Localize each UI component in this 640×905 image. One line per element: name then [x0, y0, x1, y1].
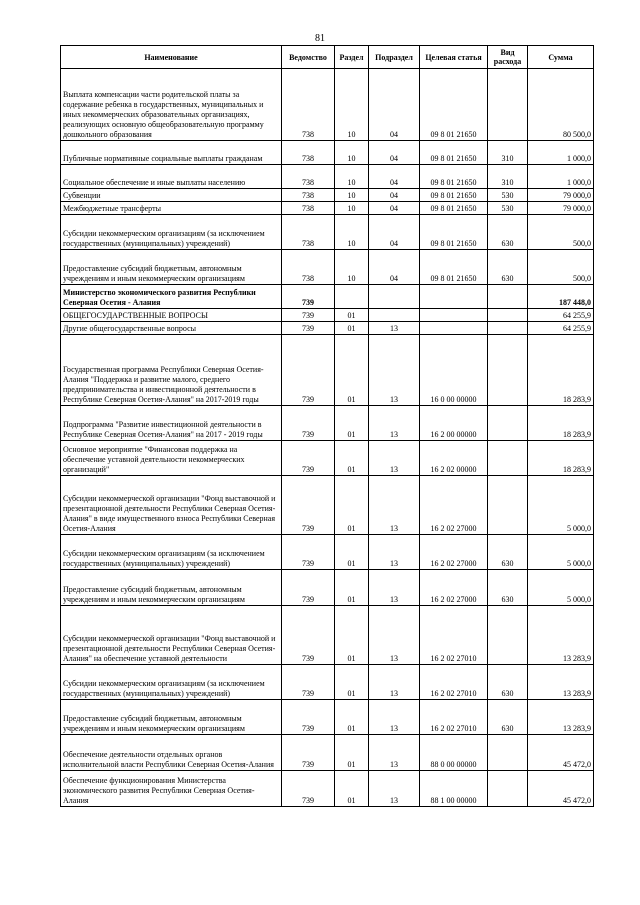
cell-department: 739: [282, 322, 335, 335]
cell-name: Основное мероприятие "Финансовая поддержка на обеспечение уставной деятельности некоммерческих организаций": [61, 441, 282, 476]
cell-department: 738: [282, 202, 335, 215]
table-row: [61, 735, 594, 771]
cell-target-article: 16 2 00 00000: [420, 406, 488, 441]
cell-target-article: 09 8 01 21650: [420, 202, 488, 215]
cell-name: Подпрограмма "Развитие инвестиционной деятельности в Республике Северная Осетия-Алания" на 2017 - 2019 годы: [61, 406, 282, 441]
table-row: [61, 665, 594, 700]
cell-name: Социальное обеспечение и иные выплаты населению: [61, 165, 282, 189]
cell-target-article: 88 0 00 00000: [420, 735, 488, 771]
cell-subsection: 04: [369, 165, 420, 189]
cell-department: 739: [282, 771, 335, 807]
cell-expense-type: [488, 771, 528, 807]
cell-sum: 64 255,9: [528, 322, 594, 335]
cell-subsection: 13: [369, 771, 420, 807]
cell-subsection: 04: [369, 141, 420, 165]
cell-section: 01: [335, 476, 369, 535]
cell-name: Другие общегосударственные вопросы: [61, 322, 282, 335]
cell-section: 01: [335, 309, 369, 322]
cell-department: 739: [282, 606, 335, 665]
cell-name: Субсидии некоммерческой организации "Фонд выставочной и презентационной деятельности Республики Северная Осетия-Алания" на обеспечение уставной деятельности: [61, 606, 282, 665]
cell-section: 10: [335, 202, 369, 215]
cell-sum: 13 283,9: [528, 606, 594, 665]
cell-target-article: 16 2 02 00000: [420, 441, 488, 476]
cell-target-article: 09 8 01 21650: [420, 69, 488, 141]
table-row: [61, 165, 594, 189]
cell-name: Межбюджетные трансферты: [61, 202, 282, 215]
cell-sum: 5 000,0: [528, 570, 594, 606]
cell-department: 739: [282, 285, 335, 309]
cell-department: 738: [282, 215, 335, 250]
table-row: [61, 476, 594, 535]
cell-section: 01: [335, 406, 369, 441]
table-row: [61, 141, 594, 165]
col-header-section: Раздел: [335, 46, 369, 69]
cell-department: 738: [282, 69, 335, 141]
cell-subsection: 13: [369, 476, 420, 535]
cell-sum: 80 500,0: [528, 69, 594, 141]
cell-subsection: 13: [369, 441, 420, 476]
cell-section: 10: [335, 215, 369, 250]
cell-section: 10: [335, 141, 369, 165]
cell-name: Выплата компенсации части родительской платы за содержание ребенка в государственных, муниципальных и иных некоммерческих образовательных организациях, реализующих основную общеобразовательную программу дошкольного образования: [61, 69, 282, 141]
cell-target-article: 16 2 02 27000: [420, 535, 488, 570]
cell-sum: 1 000,0: [528, 165, 594, 189]
cell-department: 739: [282, 665, 335, 700]
cell-department: 739: [282, 335, 335, 406]
table-row: [61, 309, 594, 322]
cell-section: 01: [335, 700, 369, 735]
cell-expense-type: 530: [488, 189, 528, 202]
cell-subsection: 04: [369, 189, 420, 202]
table-row: [61, 535, 594, 570]
table-row: [61, 322, 594, 335]
cell-expense-type: [488, 322, 528, 335]
cell-department: 739: [282, 309, 335, 322]
cell-department: 739: [282, 535, 335, 570]
table-row: [61, 570, 594, 606]
cell-expense-type: [488, 309, 528, 322]
cell-expense-type: [488, 335, 528, 406]
col-header-sum: Сумма: [528, 46, 594, 69]
cell-expense-type: 310: [488, 141, 528, 165]
budget-table: [60, 45, 594, 807]
cell-subsection: 13: [369, 406, 420, 441]
table-row: [61, 441, 594, 476]
cell-target-article: [420, 322, 488, 335]
cell-subsection: 13: [369, 535, 420, 570]
cell-expense-type: [488, 441, 528, 476]
cell-target-article: [420, 309, 488, 322]
cell-name: Субсидии некоммерческим организациям (за исключением государственных (муниципальных) учреждений): [61, 665, 282, 700]
cell-section: 01: [335, 441, 369, 476]
cell-target-article: 16 2 02 27000: [420, 570, 488, 606]
table-row: [61, 285, 594, 309]
cell-section: 01: [335, 665, 369, 700]
cell-expense-type: 530: [488, 202, 528, 215]
cell-name: Предоставление субсидий бюджетным, автономным учреждениям и иным некоммерческим организациям: [61, 250, 282, 285]
cell-department: 738: [282, 189, 335, 202]
cell-section: 01: [335, 535, 369, 570]
cell-sum: 45 472,0: [528, 771, 594, 807]
cell-target-article: 09 8 01 21650: [420, 215, 488, 250]
table-row: [61, 606, 594, 665]
cell-section: 01: [335, 322, 369, 335]
cell-expense-type: [488, 606, 528, 665]
cell-subsection: 04: [369, 69, 420, 141]
cell-subsection: [369, 309, 420, 322]
cell-expense-type: [488, 406, 528, 441]
cell-section: 01: [335, 735, 369, 771]
cell-department: 739: [282, 441, 335, 476]
table-row: [61, 406, 594, 441]
cell-department: 739: [282, 406, 335, 441]
table-row: [61, 335, 594, 406]
cell-section: 01: [335, 335, 369, 406]
cell-name: Публичные нормативные социальные выплаты гражданам: [61, 141, 282, 165]
table-row: [61, 215, 594, 250]
cell-subsection: 13: [369, 665, 420, 700]
col-header-subsection: Подраздел: [369, 46, 420, 69]
cell-sum: 79 000,0: [528, 189, 594, 202]
cell-department: 739: [282, 700, 335, 735]
col-header-expense-type: Вид расхода: [488, 46, 528, 69]
cell-name: Субсидии некоммерческим организациям (за исключением государственных (муниципальных) учреждений): [61, 215, 282, 250]
cell-subsection: 13: [369, 335, 420, 406]
cell-subsection: 04: [369, 215, 420, 250]
col-header-target-article: Целевая статья: [420, 46, 488, 69]
cell-sum: 187 448,0: [528, 285, 594, 309]
cell-sum: 13 283,9: [528, 700, 594, 735]
table-row: [61, 69, 594, 141]
table-row: [61, 700, 594, 735]
cell-name: Государственная программа Республики Северная Осетия-Алания "Поддержка и развитие малого, среднего предпринимательства и инвестиционной деятельности в Республике Северная Осетия-Алания" на 2017-2019 годы: [61, 335, 282, 406]
cell-sum: 5 000,0: [528, 535, 594, 570]
cell-section: 10: [335, 165, 369, 189]
cell-target-article: 09 8 01 21650: [420, 189, 488, 202]
cell-target-article: 16 2 02 27010: [420, 665, 488, 700]
table-row: [61, 202, 594, 215]
cell-sum: 1 000,0: [528, 141, 594, 165]
cell-subsection: 04: [369, 250, 420, 285]
cell-target-article: 16 2 02 27000: [420, 476, 488, 535]
cell-name: Предоставление субсидий бюджетным, автономным учреждениям и иным некоммерческим организациям: [61, 700, 282, 735]
cell-sum: 64 255,9: [528, 309, 594, 322]
cell-sum: 18 283,9: [528, 335, 594, 406]
cell-department: 738: [282, 250, 335, 285]
cell-expense-type: 630: [488, 700, 528, 735]
table-row: [61, 189, 594, 202]
cell-expense-type: [488, 735, 528, 771]
cell-section: 01: [335, 771, 369, 807]
cell-subsection: 04: [369, 202, 420, 215]
cell-target-article: 09 8 01 21650: [420, 250, 488, 285]
cell-department: 739: [282, 476, 335, 535]
cell-target-article: 09 8 01 21650: [420, 141, 488, 165]
col-header-department: Ведомство: [282, 46, 335, 69]
cell-sum: 5 000,0: [528, 476, 594, 535]
cell-target-article: [420, 285, 488, 309]
cell-sum: 79 000,0: [528, 202, 594, 215]
cell-sum: 18 283,9: [528, 441, 594, 476]
cell-target-article: 16 0 00 00000: [420, 335, 488, 406]
table-row: [61, 250, 594, 285]
cell-target-article: 16 2 02 27010: [420, 700, 488, 735]
cell-subsection: 13: [369, 700, 420, 735]
cell-name: Субсидии некоммерческим организациям (за исключением государственных (муниципальных) учреждений): [61, 535, 282, 570]
cell-expense-type: [488, 476, 528, 535]
col-header-name: Наименование: [61, 46, 282, 69]
cell-subsection: 13: [369, 735, 420, 771]
cell-name: Предоставление субсидий бюджетным, автономным учреждениям и иным некоммерческим организациям: [61, 570, 282, 606]
cell-name: Субсидии некоммерческой организации "Фонд выставочной и презентационной деятельности Республики Северная Осетия-Алания" в виде имущественного взноса Республики Северная Осетия-Алания: [61, 476, 282, 535]
header-row: [61, 46, 594, 69]
cell-expense-type: 630: [488, 570, 528, 606]
cell-subsection: [369, 285, 420, 309]
table-row: [61, 771, 594, 807]
cell-expense-type: 630: [488, 215, 528, 250]
cell-subsection: 13: [369, 570, 420, 606]
cell-sum: 500,0: [528, 250, 594, 285]
cell-name: Министерство экономического развития Республики Северная Осетия - Алания: [61, 285, 282, 309]
cell-expense-type: [488, 285, 528, 309]
cell-department: 739: [282, 735, 335, 771]
cell-expense-type: 310: [488, 165, 528, 189]
cell-name: Субвенции: [61, 189, 282, 202]
cell-sum: 18 283,9: [528, 406, 594, 441]
cell-name: ОБЩЕГОСУДАРСТВЕННЫЕ ВОПРОСЫ: [61, 309, 282, 322]
cell-section: 01: [335, 606, 369, 665]
cell-subsection: 13: [369, 322, 420, 335]
cell-department: 738: [282, 141, 335, 165]
cell-section: 01: [335, 570, 369, 606]
cell-target-article: 88 1 00 00000: [420, 771, 488, 807]
cell-sum: 500,0: [528, 215, 594, 250]
table-body: [61, 69, 594, 807]
cell-subsection: 13: [369, 606, 420, 665]
cell-expense-type: 630: [488, 250, 528, 285]
cell-name: Обеспечение функционирования Министерства экономического развития Республики Северная Осетия-Алания: [61, 771, 282, 807]
cell-target-article: 16 2 02 27010: [420, 606, 488, 665]
cell-expense-type: 630: [488, 665, 528, 700]
cell-name: Обеспечение деятельности отдельных органов исполнительной власти Республики Северная Осетия-Алания: [61, 735, 282, 771]
cell-department: 738: [282, 165, 335, 189]
cell-expense-type: [488, 69, 528, 141]
cell-sum: 45 472,0: [528, 735, 594, 771]
cell-department: 739: [282, 570, 335, 606]
cell-sum: 13 283,9: [528, 665, 594, 700]
cell-section: [335, 285, 369, 309]
cell-target-article: 09 8 01 21650: [420, 165, 488, 189]
page-number: 81: [315, 33, 325, 44]
cell-section: 10: [335, 69, 369, 141]
cell-expense-type: 630: [488, 535, 528, 570]
cell-section: 10: [335, 189, 369, 202]
cell-section: 10: [335, 250, 369, 285]
